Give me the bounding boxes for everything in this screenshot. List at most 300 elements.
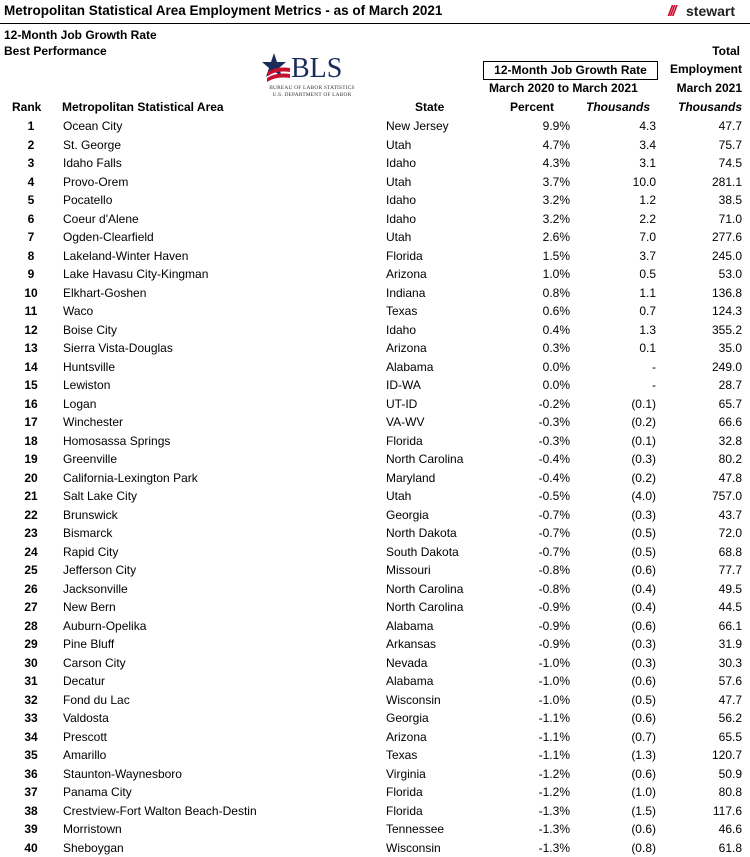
employment-cell: 245.0: [712, 247, 742, 266]
msa-cell: Jefferson City: [63, 561, 136, 580]
thousands-cell: 10.0: [633, 173, 656, 192]
growth-rate-group-header: 12-Month Job Growth Rate: [483, 61, 658, 80]
rank-cell: 38: [20, 802, 42, 821]
state-cell: Idaho: [386, 154, 416, 173]
thousands-cell: (0.8): [631, 839, 656, 857]
state-cell: Georgia: [386, 709, 429, 728]
employment-cell: 49.5: [719, 580, 742, 599]
table-row: [0, 413, 750, 432]
table-row: [0, 617, 750, 636]
rank-cell: 23: [20, 524, 42, 543]
thousands-cell: 0.5: [639, 265, 656, 284]
state-cell: Texas: [386, 746, 417, 765]
employment-cell: 68.8: [719, 543, 742, 562]
table-row: [0, 469, 750, 488]
msa-cell: Provo-Orem: [63, 173, 128, 192]
percent-cell: -0.3%: [539, 432, 570, 451]
rank-cell: 31: [20, 672, 42, 691]
percent-cell: 0.4%: [543, 321, 570, 340]
msa-cell: Boise City: [63, 321, 117, 340]
employment-cell: 757.0: [712, 487, 742, 506]
state-cell: Tennessee: [386, 820, 444, 839]
state-cell: Utah: [386, 228, 411, 247]
msa-cell: Panama City: [63, 783, 132, 802]
percent-cell: -0.9%: [539, 635, 570, 654]
employment-cell: 72.0: [719, 524, 742, 543]
state-cell: Utah: [386, 136, 411, 155]
thousands-cell: (0.2): [631, 413, 656, 432]
msa-cell: Brunswick: [63, 506, 118, 525]
percent-cell: 0.6%: [543, 302, 570, 321]
table-row: [0, 173, 750, 192]
table-row: [0, 395, 750, 414]
employment-cell: 46.6: [719, 820, 742, 839]
rank-cell: 33: [20, 709, 42, 728]
state-cell: Wisconsin: [386, 691, 441, 710]
employment-cell: 124.3: [712, 302, 742, 321]
state-cell: Florida: [386, 802, 423, 821]
state-cell: ID-WA: [386, 376, 421, 395]
col-percent-header: Percent: [510, 100, 554, 114]
employment-cell: 47.8: [719, 469, 742, 488]
table-row: [0, 635, 750, 654]
percent-cell: -0.3%: [539, 413, 570, 432]
msa-cell: Ogden-Clearfield: [63, 228, 154, 247]
table-row: [0, 654, 750, 673]
thousands-cell: 3.4: [639, 136, 656, 155]
msa-cell: Idaho Falls: [63, 154, 122, 173]
col-state-header: State: [415, 100, 444, 114]
percent-cell: -0.7%: [539, 506, 570, 525]
rank-cell: 21: [20, 487, 42, 506]
thousands-cell: (0.3): [631, 635, 656, 654]
percent-cell: -1.3%: [539, 839, 570, 857]
employment-cell: 53.0: [719, 265, 742, 284]
rank-cell: 18: [20, 432, 42, 451]
employment-cell: 65.7: [719, 395, 742, 414]
thousands-cell: (0.6): [631, 820, 656, 839]
thousands-cell: (0.3): [631, 506, 656, 525]
msa-cell: Bismarck: [63, 524, 112, 543]
table-row: [0, 358, 750, 377]
msa-cell: Coeur d'Alene: [63, 210, 139, 229]
thousands-cell: (1.3): [631, 746, 656, 765]
rank-cell: 10: [20, 284, 42, 303]
percent-cell: -1.1%: [539, 709, 570, 728]
state-cell: Florida: [386, 783, 423, 802]
table-row: [0, 802, 750, 821]
col-total-header-3: March 2021: [677, 81, 742, 95]
employment-cell: 80.2: [719, 450, 742, 469]
state-cell: Wisconsin: [386, 839, 441, 857]
rank-cell: 17: [20, 413, 42, 432]
employment-cell: 355.2: [712, 321, 742, 340]
rank-cell: 24: [20, 543, 42, 562]
employment-cell: 50.9: [719, 765, 742, 784]
percent-cell: -1.3%: [539, 802, 570, 821]
rank-cell: 16: [20, 395, 42, 414]
employment-cell: 30.3: [719, 654, 742, 673]
percent-cell: -1.1%: [539, 728, 570, 747]
rank-cell: 19: [20, 450, 42, 469]
thousands-cell: 0.1: [639, 339, 656, 358]
state-cell: Alabama: [386, 617, 433, 636]
thousands-cell: (0.5): [631, 543, 656, 562]
table-row: [0, 228, 750, 247]
rank-cell: 14: [20, 358, 42, 377]
bls-wordmark: BLS: [291, 54, 342, 84]
state-cell: Utah: [386, 487, 411, 506]
rank-cell: 30: [20, 654, 42, 673]
msa-cell: Winchester: [63, 413, 123, 432]
table-row: [0, 672, 750, 691]
rank-cell: 39: [20, 820, 42, 839]
thousands-cell: 3.1: [639, 154, 656, 173]
percent-cell: -0.8%: [539, 561, 570, 580]
percent-cell: -1.1%: [539, 746, 570, 765]
table-row: [0, 765, 750, 784]
table-row: [0, 746, 750, 765]
msa-cell: Pocatello: [63, 191, 112, 210]
state-cell: North Carolina: [386, 450, 463, 469]
employment-cell: 136.8: [712, 284, 742, 303]
state-cell: Alabama: [386, 358, 433, 377]
thousands-cell: 1.3: [639, 321, 656, 340]
employment-cell: 277.6: [712, 228, 742, 247]
table-row: [0, 191, 750, 210]
thousands-cell: (0.3): [631, 654, 656, 673]
rank-cell: 26: [20, 580, 42, 599]
state-cell: Texas: [386, 302, 417, 321]
employment-cell: 47.7: [719, 691, 742, 710]
percent-cell: 0.8%: [543, 284, 570, 303]
percent-cell: -1.0%: [539, 654, 570, 673]
percent-cell: 1.5%: [543, 247, 570, 266]
thousands-cell: (0.6): [631, 765, 656, 784]
percent-cell: 4.3%: [543, 154, 570, 173]
rank-cell: 5: [20, 191, 42, 210]
table-row: [0, 506, 750, 525]
employment-cell: 281.1: [712, 173, 742, 192]
employment-cell: 61.8: [719, 839, 742, 857]
col-total-header-1: Total: [712, 44, 740, 58]
msa-table: [0, 117, 750, 857]
rank-cell: 13: [20, 339, 42, 358]
table-row: [0, 210, 750, 229]
thousands-cell: (0.5): [631, 691, 656, 710]
table-row: [0, 154, 750, 173]
table-row: [0, 339, 750, 358]
col-total-header-2: Employment: [670, 62, 742, 76]
employment-cell: 38.5: [719, 191, 742, 210]
table-row: [0, 524, 750, 543]
msa-cell: Auburn-Opelika: [63, 617, 146, 636]
msa-cell: St. George: [63, 136, 121, 155]
stewart-logo: [668, 2, 746, 20]
msa-cell: Salt Lake City: [63, 487, 137, 506]
msa-cell: Homosassa Springs: [63, 432, 170, 451]
state-cell: South Dakota: [386, 543, 459, 562]
table-row: [0, 691, 750, 710]
state-cell: Arizona: [386, 339, 427, 358]
msa-cell: Elkhart-Goshen: [63, 284, 146, 303]
thousands-cell: (0.4): [631, 598, 656, 617]
thousands-cell: 2.2: [639, 210, 656, 229]
percent-cell: 1.0%: [543, 265, 570, 284]
state-cell: Utah: [386, 173, 411, 192]
thousands-cell: (0.2): [631, 469, 656, 488]
percent-cell: -0.7%: [539, 543, 570, 562]
rank-cell: 7: [20, 228, 42, 247]
thousands-cell: (0.1): [631, 432, 656, 451]
thousands-cell: (0.7): [631, 728, 656, 747]
thousands-cell: (0.6): [631, 709, 656, 728]
employment-cell: 249.0: [712, 358, 742, 377]
state-cell: Idaho: [386, 210, 416, 229]
employment-cell: 32.8: [719, 432, 742, 451]
state-cell: Nevada: [386, 654, 427, 673]
state-cell: North Carolina: [386, 580, 463, 599]
rank-cell: 37: [20, 783, 42, 802]
employment-cell: 56.2: [719, 709, 742, 728]
employment-cell: 43.7: [719, 506, 742, 525]
thousands-cell: (0.3): [631, 450, 656, 469]
rank-cell: 20: [20, 469, 42, 488]
employment-cell: 44.5: [719, 598, 742, 617]
percent-cell: 9.9%: [543, 117, 570, 136]
col-msa-header: Metropolitan Statistical Area: [62, 100, 224, 114]
col-total-header-4: Thousands: [678, 100, 742, 114]
table-row: [0, 783, 750, 802]
employment-cell: 31.9: [719, 635, 742, 654]
table-row: [0, 302, 750, 321]
percent-cell: 0.0%: [543, 376, 570, 395]
msa-cell: Staunton-Waynesboro: [63, 765, 182, 784]
rank-cell: 32: [20, 691, 42, 710]
percent-cell: -0.2%: [539, 395, 570, 414]
msa-cell: Sierra Vista-Douglas: [63, 339, 173, 358]
state-cell: Arizona: [386, 265, 427, 284]
thousands-cell: (0.6): [631, 561, 656, 580]
thousands-cell: 4.3: [639, 117, 656, 136]
table-row: [0, 450, 750, 469]
thousands-cell: (0.1): [631, 395, 656, 414]
msa-cell: Sheboygan: [63, 839, 124, 857]
state-cell: Arizona: [386, 728, 427, 747]
star-flag-icon: [262, 52, 292, 86]
state-cell: Missouri: [386, 561, 431, 580]
percent-cell: 0.3%: [543, 339, 570, 358]
percent-cell: 3.7%: [543, 173, 570, 192]
msa-cell: Logan: [63, 395, 96, 414]
subtitle: 12-Month Job Growth Rate: [4, 28, 157, 42]
rank-cell: 25: [20, 561, 42, 580]
employment-cell: 66.6: [719, 413, 742, 432]
col-period-header: March 2020 to March 2021: [489, 81, 638, 95]
table-row: [0, 487, 750, 506]
rank-cell: 35: [20, 746, 42, 765]
rank-cell: 4: [20, 173, 42, 192]
rank-cell: 12: [20, 321, 42, 340]
thousands-cell: (1.5): [631, 802, 656, 821]
msa-cell: Ocean City: [63, 117, 122, 136]
thousands-cell: -: [652, 358, 656, 377]
state-cell: Idaho: [386, 321, 416, 340]
percent-cell: 3.2%: [543, 210, 570, 229]
table-row: [0, 728, 750, 747]
page-title: Metropolitan Statistical Area Employment Metrics - as of March 2021: [4, 3, 442, 18]
percent-cell: 0.0%: [543, 358, 570, 377]
title-divider: [0, 23, 750, 24]
thousands-cell: (0.4): [631, 580, 656, 599]
msa-cell: Valdosta: [63, 709, 109, 728]
stewart-slash-icon: ///: [668, 3, 675, 20]
rank-cell: 29: [20, 635, 42, 654]
msa-cell: Amarillo: [63, 746, 106, 765]
percent-cell: -1.2%: [539, 783, 570, 802]
employment-cell: 65.5: [719, 728, 742, 747]
msa-cell: Jacksonville: [63, 580, 128, 599]
percent-cell: -0.4%: [539, 450, 570, 469]
msa-cell: Lewiston: [63, 376, 110, 395]
percent-cell: 3.2%: [543, 191, 570, 210]
table-row: [0, 247, 750, 266]
percent-cell: -0.8%: [539, 580, 570, 599]
employment-cell: 35.0: [719, 339, 742, 358]
state-cell: New Jersey: [386, 117, 449, 136]
state-cell: Florida: [386, 432, 423, 451]
table-row: [0, 376, 750, 395]
table-row: [0, 543, 750, 562]
state-cell: VA-WV: [386, 413, 424, 432]
table-row: [0, 136, 750, 155]
col-thousands-header: Thousands: [586, 100, 650, 114]
percent-cell: -1.2%: [539, 765, 570, 784]
table-row: [0, 580, 750, 599]
msa-cell: Rapid City: [63, 543, 118, 562]
msa-cell: Greenville: [63, 450, 117, 469]
table-row: [0, 820, 750, 839]
percent-cell: -1.0%: [539, 672, 570, 691]
state-cell: Alabama: [386, 672, 433, 691]
rank-cell: 22: [20, 506, 42, 525]
employment-cell: 120.7: [712, 746, 742, 765]
thousands-cell: 0.7: [639, 302, 656, 321]
msa-cell: Lake Havasu City-Kingman: [63, 265, 208, 284]
table-row: [0, 598, 750, 617]
thousands-cell: (1.0): [631, 783, 656, 802]
msa-cell: Huntsville: [63, 358, 115, 377]
msa-cell: California-Lexington Park: [63, 469, 198, 488]
table-row: [0, 432, 750, 451]
thousands-cell: 1.1: [639, 284, 656, 303]
employment-cell: 66.1: [719, 617, 742, 636]
bls-caption-2: U.S. DEPARTMENT OF LABOR: [262, 92, 362, 98]
rank-cell: 15: [20, 376, 42, 395]
percent-cell: -1.0%: [539, 691, 570, 710]
thousands-cell: 1.2: [639, 191, 656, 210]
msa-cell: Carson City: [63, 654, 126, 673]
rank-cell: 2: [20, 136, 42, 155]
state-cell: Arkansas: [386, 635, 436, 654]
msa-cell: Decatur: [63, 672, 105, 691]
msa-cell: Crestview-Fort Walton Beach-Destin: [63, 802, 257, 821]
rank-cell: 6: [20, 210, 42, 229]
rank-cell: 27: [20, 598, 42, 617]
employment-cell: 74.5: [719, 154, 742, 173]
thousands-cell: -: [652, 376, 656, 395]
percent-cell: -0.7%: [539, 524, 570, 543]
rank-cell: 1: [20, 117, 42, 136]
employment-cell: 47.7: [719, 117, 742, 136]
col-rank-header: Rank: [12, 100, 41, 114]
state-cell: Virginia: [386, 765, 426, 784]
percent-cell: -0.4%: [539, 469, 570, 488]
thousands-cell: (0.5): [631, 524, 656, 543]
percent-cell: -0.9%: [539, 617, 570, 636]
percent-cell: -0.5%: [539, 487, 570, 506]
thousands-cell: 7.0: [639, 228, 656, 247]
thousands-cell: (0.6): [631, 617, 656, 636]
thousands-cell: 3.7: [639, 247, 656, 266]
msa-cell: Lakeland-Winter Haven: [63, 247, 188, 266]
rank-cell: 8: [20, 247, 42, 266]
bls-logo: [262, 52, 362, 100]
employment-cell: 77.7: [719, 561, 742, 580]
table-row: [0, 265, 750, 284]
rank-cell: 9: [20, 265, 42, 284]
state-cell: North Carolina: [386, 598, 463, 617]
table-row: [0, 839, 750, 857]
state-cell: Maryland: [386, 469, 435, 488]
percent-cell: -0.9%: [539, 598, 570, 617]
employment-cell: 71.0: [719, 210, 742, 229]
msa-cell: Fond du Lac: [63, 691, 130, 710]
table-row: [0, 117, 750, 136]
msa-cell: Morristown: [63, 820, 122, 839]
table-row: [0, 284, 750, 303]
msa-cell: Waco: [63, 302, 93, 321]
rank-cell: 34: [20, 728, 42, 747]
thousands-cell: (4.0): [631, 487, 656, 506]
rank-cell: 11: [20, 302, 42, 321]
employment-cell: 75.7: [719, 136, 742, 155]
employment-cell: 57.6: [719, 672, 742, 691]
rank-cell: 28: [20, 617, 42, 636]
employment-cell: 28.7: [719, 376, 742, 395]
percent-cell: 2.6%: [543, 228, 570, 247]
percent-cell: -1.3%: [539, 820, 570, 839]
state-cell: Florida: [386, 247, 423, 266]
employment-cell: 117.6: [713, 802, 742, 821]
bls-caption-1: BUREAU OF LABOR STATISTICS: [262, 85, 362, 91]
rank-cell: 3: [20, 154, 42, 173]
state-cell: Idaho: [386, 191, 416, 210]
msa-cell: Prescott: [63, 728, 107, 747]
thousands-cell: (0.6): [631, 672, 656, 691]
subtitle-secondary: Best Performance: [4, 44, 107, 58]
table-row: [0, 709, 750, 728]
table-row: [0, 321, 750, 340]
rank-cell: 40: [20, 839, 42, 857]
state-cell: UT-ID: [386, 395, 417, 414]
state-cell: North Dakota: [386, 524, 457, 543]
rank-cell: 36: [20, 765, 42, 784]
stewart-wordmark: stewart: [686, 3, 735, 19]
msa-cell: New Bern: [63, 598, 116, 617]
msa-cell: Pine Bluff: [63, 635, 114, 654]
state-cell: Indiana: [386, 284, 425, 303]
